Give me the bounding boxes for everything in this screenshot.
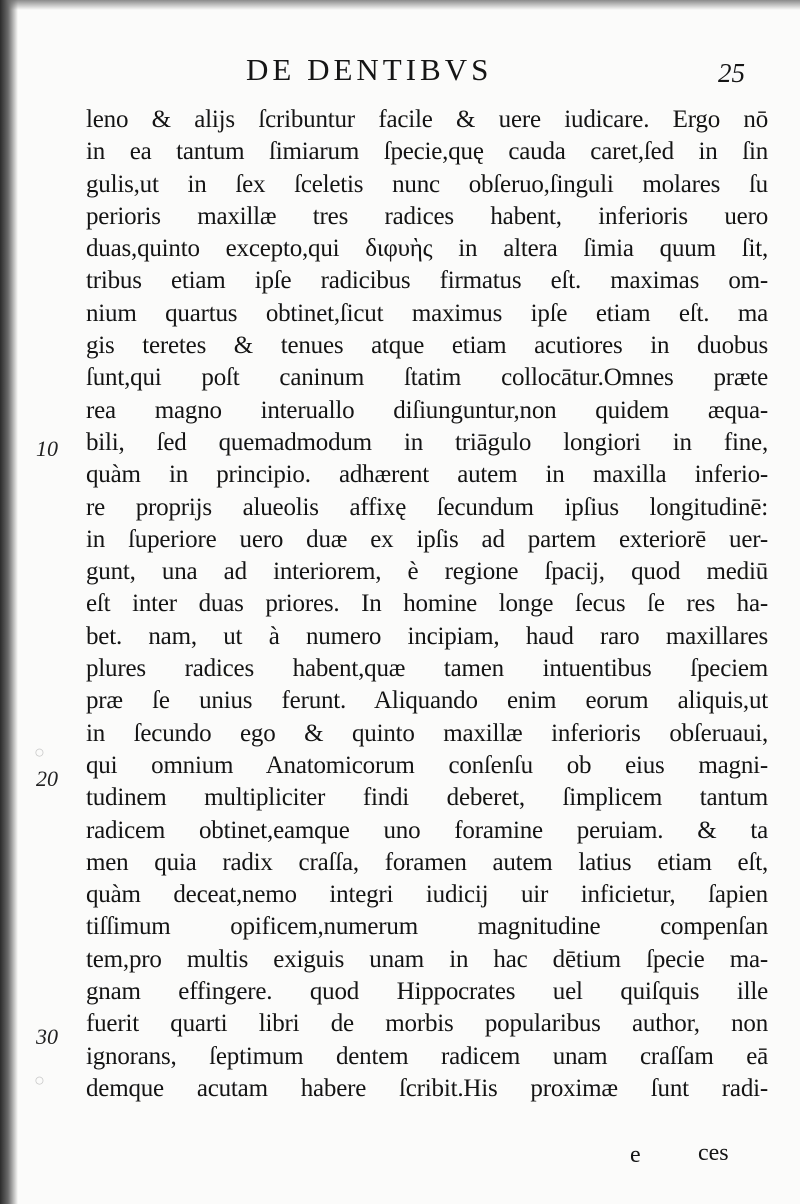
text-line-31: demque acutam habere ſcribit.His proximæ ſunt radi- (86, 1074, 768, 1102)
show-through-mark: ○ (34, 742, 45, 762)
page-top-shadow (0, 0, 800, 10)
text-line-15: gunt, una ad interiorem, è regione ſpacij, quod mediū (86, 558, 768, 586)
page-number: 25 (718, 58, 745, 88)
text-line-4: perioris maxillæ tres radices habent, inferioris uero (86, 202, 768, 230)
gutter-shadow (0, 0, 18, 1204)
text-line-27: tem,pro multis exiguis unam in hac dētium ſpecie ma- (86, 945, 768, 973)
text-line-30: ignorans, ſeptimum dentem radicem unam craſſam eā (86, 1042, 768, 1070)
text-line-2: in ea tantum ſimiarum ſpecie,quę cauda caret,ſed in ſin (86, 138, 768, 166)
main-text-block (86, 104, 768, 1105)
text-line-19: præ ſe unius ferunt. Aliquando enim eorum aliquis,ut (86, 687, 768, 715)
text-line-24: men quia radix craſſa, foramen autem latius etiam eſt, (86, 848, 768, 876)
text-line-9: ſunt,qui poſt caninum ſtatim collocātur.Omnes præte (86, 364, 768, 392)
text-line-26: tiſſimum opificem,numerum magnitudine compenſan (86, 913, 768, 941)
text-line-20: in ſecundo ego & quinto maxillæ inferioris obſeruaui, (86, 719, 768, 747)
text-line-23: radicem obtinet,eamque uno foramine peruiam. & ta (86, 816, 768, 844)
signature-mark: e (630, 1142, 641, 1168)
margin-line-number-20: 20 (36, 766, 58, 791)
text-line-6: tribus etiam ipſe radicibus firmatus eſt. maximas om- (86, 267, 768, 295)
text-line-16: eſt inter duas priores. In homine longe ſecus ſe res ha- (86, 590, 768, 618)
text-line-3: gulis,ut in ſex ſceletis nunc obſeruo,ſinguli molares ſu (86, 170, 768, 198)
text-line-28: gnam effingere. quod Hippocrates uel quiſquis ille (86, 978, 768, 1006)
margin-line-number-10: 10 (36, 436, 58, 461)
text-line-18: plures radices habent,quæ tamen intuentibus ſpeciem (86, 655, 768, 683)
text-line-5: duas,quinto excepto,qui διφυὴς in altera ſimia quum ſit, (86, 235, 768, 263)
text-line-12: quàm in principio. adhærent autem in maxilla inferio- (86, 461, 768, 489)
text-line-8: gis teretes & tenues atque etiam acutiores in duobus (86, 332, 768, 360)
running-head: DE DENTIBVS (246, 52, 493, 87)
text-line-21: qui omnium Anatomicorum conſenſu ob eius magni- (86, 751, 768, 779)
text-line-22: tudinem multipliciter findi deberet, ſimplicem tantum (86, 784, 768, 812)
margin-line-number-30: 30 (36, 1024, 58, 1049)
show-through-mark: ○ (34, 1070, 45, 1090)
text-line-17: bet. nam, ut à numero incipiam, haud raro maxillares (86, 622, 768, 650)
text-line-1: leno & alijs ſcribuntur facile & uere iudicare. Ergo nō (86, 106, 768, 133)
catchword: ces (698, 1140, 729, 1166)
text-line-13: re proprijs alueolis affixę ſecundum ipſius longitudinē: (86, 493, 768, 521)
text-line-10: rea magno interuallo diſiunguntur,non quidem æqua- (86, 396, 768, 424)
text-line-11: bili, ſed quemadmodum in triāgulo longiori in fine, (86, 428, 768, 456)
text-line-29: fuerit quarti libri de morbis popularibus author, non (86, 1010, 768, 1038)
text-line-25: quàm deceat,nemo integri iudicij uir inficietur, ſapien (86, 881, 768, 909)
text-line-7: nium quartus obtinet,ſicut maximus ipſe etiam eſt. ma (86, 299, 768, 327)
text-line-14: in ſuperiore uero duæ ex ipſis ad partem exteriorē uer- (86, 525, 768, 553)
